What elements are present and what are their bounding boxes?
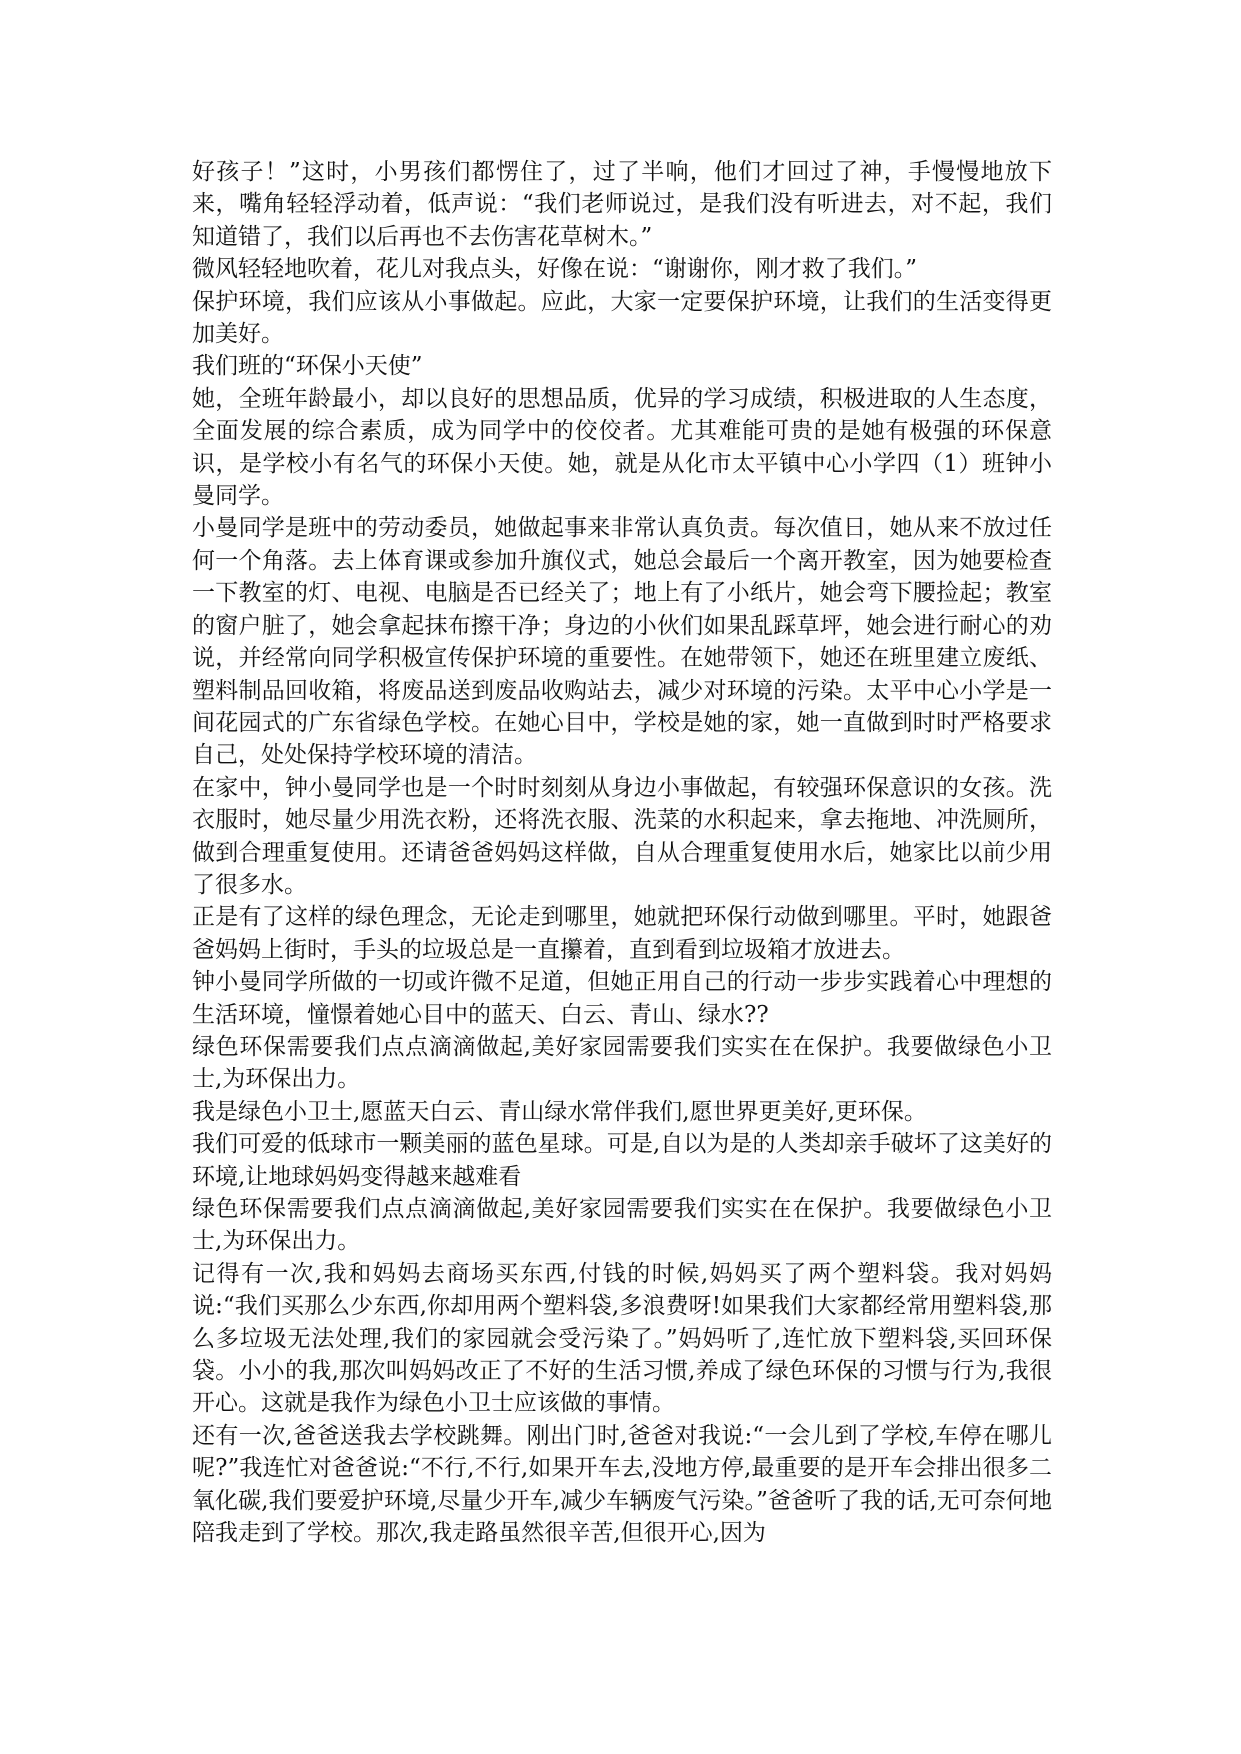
paragraph-12: 我们可爱的低球市一颗美丽的蓝色星球。可是,自以为是的人类却亲手破坏了这美好的环境,让地球妈妈变得越来越难看: [192, 1131, 1052, 1190]
paragraph-9: 钟小曼同学所做的一切或许微不足道，但她正用自己的行动一步步实践着心中理想的生活环境，憧憬着她心目中的蓝天、白云、青山、绿水??: [192, 969, 1052, 1028]
paragraph-10: 绿色环保需要我们点点滴滴做起,美好家园需要我们实实在在保护。我要做绿色小卫士,为环保出力。: [192, 1033, 1052, 1093]
paragraph-7: 在家中，钟小曼同学也是一个时时刻刻从身边小事做起，有较强环保意识的女孩。洗衣服时，她尽量少用洗衣粉，还将洗衣服、洗菜的水积起来，拿去拖地、冲洗厕所，做到合理重复使用。还请爸爸妈妈这样做，自从合理重复使用水后，她家比以前少用了很多水。: [192, 774, 1052, 898]
paragraph-2: 微风轻轻地吹着，花儿对我点头，好像在说：“谢谢你，刚才救了我们。”: [192, 256, 918, 283]
document-body: [192, 156, 1052, 1549]
paragraph-15: 还有一次,爸爸送我去学校跳舞。刚出门时,爸爸对我说:“一会儿到了学校,车停在哪儿呢?”我连忙对爸爸说:“不行,不行,如果开车去,没地方停,最重要的是开车会排出很多二氧化碳,我们要爱护环境,尽量少开车,减少车辆废气污染。”爸爸听了我的话,无可奈何地陪我走到了学校。那次,我走路虽然很辛苦,但很开心,因为: [192, 1422, 1052, 1547]
paragraph-14: 记得有一次,我和妈妈去商场买东西,付钱的时候,妈妈买了两个塑料袋。我对妈妈说:“我们买那么少东西,你却用两个塑料袋,多浪费呀!如果我们大家都经常用塑料袋,那么多垃圾无法处理,我们的家园就会受污染了。”妈妈听了,连忙放下塑料袋,买回环保袋。小小的我,那次叫妈妈改正了不好的生活习惯,养成了绿色环保的习惯与行为,我很开心。这就是我作为绿色小卫士应该做的事情。: [192, 1260, 1052, 1417]
paragraph-11: 我是绿色小卫士,愿蓝天白云、青山绿水常伴我们,愿世界更美好,更环保。: [192, 1098, 927, 1125]
paragraph-3: 保护环境，我们应该从小事做起。应此，大家一定要保护环境，让我们的生活变得更加美好。: [192, 288, 1052, 348]
paragraph-6: 小曼同学是班中的劳动委员，她做起事来非常认真负责。每次值日，她从来不放过任何一个角落。去上体育课或参加升旗仪式，她总会最后一个离开教室，因为她要检查一下教室的灯、电视、电脑是否已经关了；地上有了小纸片，她会弯下腰捡起；教室的窗户脏了，她会拿起抹布擦干净；身边的小伙们如果乱踩草坪，她会进行耐心的劝说，并经常向同学积极宣传保护环境的重要性。在她带领下，她还在班里建立废纸、塑料制品回收箱，将废品送到废品收购站去，减少对环境的污染。太平中心小学是一间花园式的广东省绿色学校。在她心目中，学校是她的家，她一直做到时时严格要求自己，处处保持学校环境的清洁。: [192, 515, 1052, 769]
paragraph-13: 绿色环保需要我们点点滴滴做起,美好家园需要我们实实在在保护。我要做绿色小卫士,为环保出力。: [192, 1196, 1052, 1255]
paragraph-1: 好孩子！”这时，小男孩们都愣住了，过了半响，他们才回过了神，手慢慢地放下来，嘴角轻轻浮动着，低声说：“我们老师说过，是我们没有听进去，对不起，我们知道错了，我们以后再也不去伤害花草树木。”: [192, 159, 1052, 250]
section-heading: 我们班的“环保小天使”: [192, 353, 423, 380]
paragraph-5: 她，全班年龄最小，却以良好的思想品质，优异的学习成绩，积极进取的人生态度，全面发展的综合素质，成为同学中的佼佼者。尤其难能可贵的是她有极强的环保意识，是学校小有名气的环保小天使。她，就是从化市太平镇中心小学四（1）班钟小曼同学。: [192, 385, 1052, 510]
paragraph-8: 正是有了这样的绿色理念，无论走到哪里，她就把环保行动做到哪里。平时，她跟爸爸妈妈上街时，手头的垃圾总是一直攥着，直到看到垃圾箱才放进去。: [192, 904, 1052, 963]
